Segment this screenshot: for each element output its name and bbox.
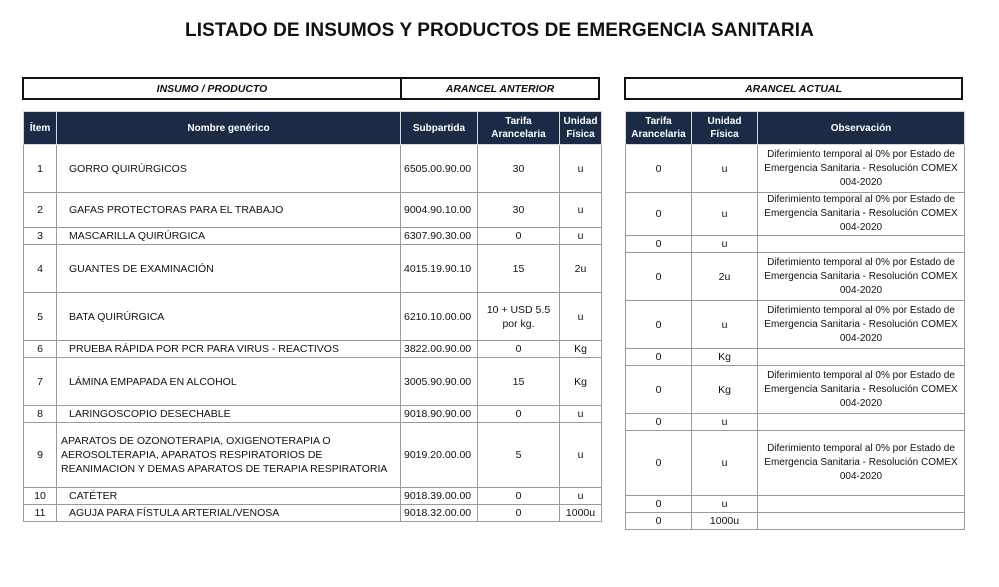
table-row bbox=[24, 228, 602, 245]
product-name: GORRO QUIRÚRGICOS bbox=[57, 145, 401, 193]
item-number: 7 bbox=[24, 358, 57, 406]
unidad-actual: u bbox=[692, 496, 758, 513]
unidad-actual: Kg bbox=[692, 366, 758, 414]
subpartida-code: 3822.00.90.00 bbox=[401, 341, 478, 358]
item-number: 9 bbox=[24, 423, 57, 488]
tarifa-anterior: 0 bbox=[478, 505, 560, 522]
observacion bbox=[758, 496, 965, 513]
header-item: Ítem bbox=[24, 112, 57, 145]
tarifa-anterior: 0 bbox=[478, 228, 560, 245]
table-row bbox=[626, 366, 965, 414]
item-number: 6 bbox=[24, 341, 57, 358]
table-row bbox=[24, 423, 602, 488]
unidad-actual: 2u bbox=[692, 253, 758, 301]
observacion: Diferimiento temporal al 0% por Estado de Emergencia Sanitaria - Resolución COMEX 004-2020 bbox=[758, 431, 965, 496]
observacion bbox=[758, 349, 965, 366]
table-row bbox=[24, 406, 602, 423]
tarifa-actual: 0 bbox=[626, 301, 692, 349]
tarifa-anterior: 5 bbox=[478, 423, 560, 488]
product-name: MASCARILLA QUIRÚRGICA bbox=[57, 228, 401, 245]
item-number: 8 bbox=[24, 406, 57, 423]
subpartida-code: 6307.90.30.00 bbox=[401, 228, 478, 245]
page-title: LISTADO DE INSUMOS Y PRODUCTOS DE EMERGENCIA SANITARIA bbox=[185, 20, 814, 41]
table-row bbox=[24, 245, 602, 293]
product-name: APARATOS DE OZONOTERAPIA, OXIGENOTERAPIA O AEROSOLTERAPIA, APARATOS RESPIRATORIOS DE REANIMACION Y DEMAS APARATOS DE TERAPIA RESPIRATORIA bbox=[57, 423, 401, 488]
product-name: GAFAS PROTECTORAS PARA EL TRABAJO bbox=[57, 193, 401, 228]
tarifa-anterior: 30 bbox=[478, 193, 560, 228]
table-arancel-actual bbox=[625, 111, 965, 530]
tarifa-actual: 0 bbox=[626, 431, 692, 496]
tarifa-actual: 0 bbox=[626, 513, 692, 530]
band-arancel-actual: ARANCEL ACTUAL bbox=[745, 82, 842, 95]
observacion: Diferimiento temporal al 0% por Estado de Emergencia Sanitaria - Resolución COMEX 004-2020 bbox=[758, 366, 965, 414]
header-observacion: Observación bbox=[758, 112, 965, 145]
item-number: 4 bbox=[24, 245, 57, 293]
tarifa-actual: 0 bbox=[626, 236, 692, 253]
unidad-anterior: u bbox=[560, 488, 602, 505]
header-unidad-actual: Unidad Física bbox=[692, 112, 758, 145]
unidad-anterior: u bbox=[560, 145, 602, 193]
unidad-actual: Kg bbox=[692, 349, 758, 366]
observacion: Diferimiento temporal al 0% por Estado de Emergencia Sanitaria - Resolución COMEX 004-2020 bbox=[758, 193, 965, 236]
table-row bbox=[626, 414, 965, 431]
unidad-actual: u bbox=[692, 414, 758, 431]
band-right bbox=[624, 77, 963, 100]
unidad-anterior: 1000u bbox=[560, 505, 602, 522]
table-row bbox=[24, 488, 602, 505]
band-left bbox=[22, 77, 600, 100]
tarifa-actual: 0 bbox=[626, 414, 692, 431]
table-row bbox=[626, 301, 965, 349]
unidad-anterior: u bbox=[560, 193, 602, 228]
tarifa-actual: 0 bbox=[626, 349, 692, 366]
unidad-actual: u bbox=[692, 236, 758, 253]
observacion bbox=[758, 513, 965, 530]
table-row bbox=[24, 341, 602, 358]
table-row bbox=[24, 358, 602, 406]
table-row bbox=[626, 193, 965, 236]
table-row bbox=[626, 496, 965, 513]
item-number: 2 bbox=[24, 193, 57, 228]
unidad-actual: u bbox=[692, 145, 758, 193]
observacion: Diferimiento temporal al 0% por Estado de Emergencia Sanitaria - Resolución COMEX 004-2020 bbox=[758, 301, 965, 349]
subpartida-code: 9018.90.90.00 bbox=[401, 406, 478, 423]
tarifa-actual: 0 bbox=[626, 253, 692, 301]
table-row bbox=[626, 513, 965, 530]
product-name: CATÉTER bbox=[57, 488, 401, 505]
tarifa-anterior: 10 + USD 5.5 por kg. bbox=[478, 293, 560, 341]
tarifa-anterior: 0 bbox=[478, 341, 560, 358]
unidad-actual: u bbox=[692, 301, 758, 349]
subpartida-code: 6210.10.00.00 bbox=[401, 293, 478, 341]
subpartida-code: 4015.19.90.10 bbox=[401, 245, 478, 293]
unidad-anterior: u bbox=[560, 423, 602, 488]
tarifa-actual: 0 bbox=[626, 193, 692, 236]
observacion: Diferimiento temporal al 0% por Estado de Emergencia Sanitaria - Resolución COMEX 004-2020 bbox=[758, 145, 965, 193]
product-name: AGUJA PARA FÍSTULA ARTERIAL/VENOSA bbox=[57, 505, 401, 522]
unidad-anterior: 2u bbox=[560, 245, 602, 293]
header-nombre-generico: Nombre genérico bbox=[57, 112, 401, 145]
subpartida-code: 9018.39.00.00 bbox=[401, 488, 478, 505]
observacion bbox=[758, 236, 965, 253]
tarifa-anterior: 0 bbox=[478, 488, 560, 505]
header-tarifa-anterior: Tarifa Arancelaria bbox=[478, 112, 560, 145]
tarifa-anterior: 30 bbox=[478, 145, 560, 193]
table-row bbox=[626, 431, 965, 496]
table-row bbox=[626, 349, 965, 366]
tarifa-anterior: 15 bbox=[478, 245, 560, 293]
unidad-actual: 1000u bbox=[692, 513, 758, 530]
table-row bbox=[626, 145, 965, 193]
item-number: 5 bbox=[24, 293, 57, 341]
band-insumo-producto: INSUMO / PRODUCTO bbox=[24, 79, 402, 98]
item-number: 3 bbox=[24, 228, 57, 245]
product-name: PRUEBA RÁPIDA POR PCR PARA VIRUS - REACTIVOS bbox=[57, 341, 401, 358]
table-row bbox=[626, 253, 965, 301]
tarifa-anterior: 15 bbox=[478, 358, 560, 406]
item-number: 1 bbox=[24, 145, 57, 193]
tarifa-actual: 0 bbox=[626, 145, 692, 193]
tarifa-actual: 0 bbox=[626, 366, 692, 414]
unidad-actual: u bbox=[692, 193, 758, 236]
item-number: 11 bbox=[24, 505, 57, 522]
tarifa-anterior: 0 bbox=[478, 406, 560, 423]
product-name: GUANTES DE EXAMINACIÓN bbox=[57, 245, 401, 293]
unidad-anterior: u bbox=[560, 293, 602, 341]
unidad-anterior: Kg bbox=[560, 358, 602, 406]
table-row bbox=[24, 193, 602, 228]
table-row bbox=[24, 145, 602, 193]
table-row bbox=[24, 505, 602, 522]
unidad-anterior: u bbox=[560, 228, 602, 245]
item-number: 10 bbox=[24, 488, 57, 505]
tarifa-actual: 0 bbox=[626, 496, 692, 513]
product-name: LARINGOSCOPIO DESECHABLE bbox=[57, 406, 401, 423]
table-row bbox=[24, 293, 602, 341]
observacion bbox=[758, 414, 965, 431]
table-arancel-anterior bbox=[23, 111, 602, 522]
header-tarifa-actual: Tarifa Arancelaria bbox=[626, 112, 692, 145]
observacion: Diferimiento temporal al 0% por Estado de Emergencia Sanitaria - Resolución COMEX 004-2020 bbox=[758, 253, 965, 301]
product-name: LÁMINA EMPAPADA EN ALCOHOL bbox=[57, 358, 401, 406]
band-arancel-anterior: ARANCEL ANTERIOR bbox=[445, 82, 555, 95]
subpartida-code: 6505.00.90.00 bbox=[401, 145, 478, 193]
unidad-anterior: u bbox=[560, 406, 602, 423]
subpartida-code: 9018.32.00.00 bbox=[401, 505, 478, 522]
subpartida-code: 9004.90.10.00 bbox=[401, 193, 478, 228]
header-unidad-anterior: Unidad Física bbox=[560, 112, 602, 145]
unidad-anterior: Kg bbox=[560, 341, 602, 358]
table-row bbox=[626, 236, 965, 253]
subpartida-code: 9019.20.00.00 bbox=[401, 423, 478, 488]
product-name: BATA QUIRÚRGICA bbox=[57, 293, 401, 341]
unidad-actual: u bbox=[692, 431, 758, 496]
header-subpartida: Subpartida bbox=[401, 112, 478, 145]
subpartida-code: 3005.90.90.00 bbox=[401, 358, 478, 406]
